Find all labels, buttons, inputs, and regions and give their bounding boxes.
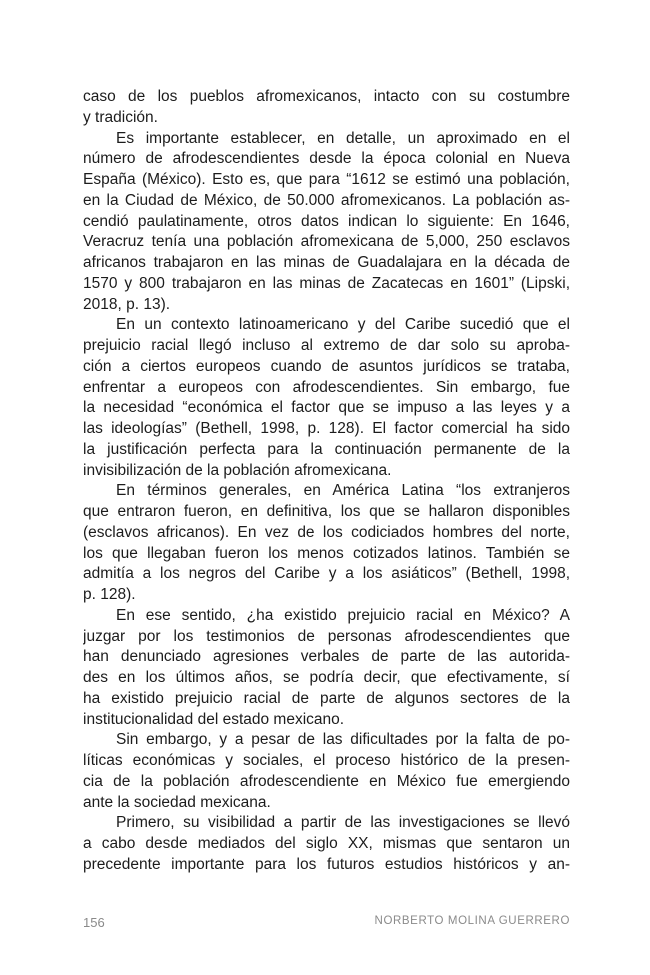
text-line: admitía a los negros del Caribe y a los asiáticos” (Bethell, 1998, (83, 565, 570, 583)
text-line: número de afrodescendientes desde la época colonial en Nueva (83, 150, 570, 168)
text-line: Primero, su visibilidad a partir de las investigaciones se llevó (116, 814, 570, 832)
text-line: la justificación perfecta para la continuación permanente de la (83, 440, 570, 458)
text-line: (esclavos africanos). En vez de los codiciados hombres del norte, (83, 523, 570, 541)
text-line: caso de los pueblos afromexicanos, intacto con su costumbre (83, 88, 570, 105)
text-line: y tradición. (83, 108, 158, 126)
text-line: ción a ciertos europeos cuando de asuntos jurídicos se trataba, (83, 357, 570, 375)
text-line: España (México). Esto es, que para “1612 se estimó una población, (83, 171, 570, 188)
text-line: han denunciado agresiones verbales de parte de las autorida- (83, 648, 570, 666)
text-line: precedente importante para los futuros estudios históricos y an- (83, 855, 570, 873)
text-line: prejuicio racial llegó incluso al extremo de dar solo su aproba- (83, 337, 570, 354)
text-line: 1570 y 800 trabajaron en las minas de Zacatecas en 1601” (Lipski, (83, 274, 570, 292)
text-line: 2018, p. 13). (83, 295, 171, 313)
text-line: enfrentar a europeos con afrodescendientes. Sin embargo, fue (83, 378, 570, 396)
body-text (83, 87, 570, 876)
text-line: institucionalidad del estado mexicano. (83, 710, 345, 728)
text-line: En términos generales, en América Latina “los extranjeros (116, 482, 570, 500)
text-line: la necesidad “económica el factor que se impuso a las leyes y a (83, 399, 570, 417)
text-line: Veracruz tenía una población afromexicana de 5,000, 250 esclavos (83, 233, 570, 251)
page-number: 156 (83, 915, 105, 930)
text-line: las ideologías” (Bethell, 1998, p. 128). El factor comercial ha sido (83, 420, 570, 437)
text-line: ha existido prejuicio racial de parte de algunos sectores de la (83, 689, 570, 707)
text-line: a cabo desde mediados del siglo XX, mismas que sentaron un (83, 835, 570, 852)
text-line: En un contexto latinoamericano y del Caribe sucedió que el (116, 316, 570, 334)
text-line: p. 128). (83, 586, 136, 603)
text-line: cendió paulatinamente, otros datos indican lo siguiente: En 1646, (83, 212, 570, 230)
text-line: juzgar por los testimonios de personas afrodescendientes que (83, 627, 570, 645)
text-line: cia de la población afrodescendiente en México fue emergiendo (83, 772, 570, 790)
text-line: Sin embargo, y a pesar de las dificultades por la falta de po- (116, 731, 570, 749)
text-line: líticas económicas y sociales, el proceso histórico de la presen- (83, 752, 570, 769)
text-line: invisibilización de la población afromexicana. (83, 461, 392, 479)
text-line: Es importante establecer, en detalle, un aproximado en el (116, 129, 570, 147)
running-footer-author: NORBERTO MOLINA GUERRERO (374, 915, 570, 927)
text-line: ante la sociedad mexicana. (83, 793, 271, 811)
text-line: En ese sentido, ¿ha existido prejuicio racial en México? A (116, 606, 570, 624)
text-line: en la Ciudad de México, de 50.000 afromexicanos. La población as- (83, 191, 570, 209)
text-line: que entraron fueron, en definitiva, los que se hallaron disponibles (83, 503, 570, 520)
text-line: africanos trabajaron en las minas de Guadalajara en la década de (83, 254, 570, 271)
text-line: los que llegaban fueron los menos cotizados latinos. También se (83, 544, 570, 562)
text-line: des en los últimos años, se podría decir, que efectivamente, sí (83, 669, 570, 686)
